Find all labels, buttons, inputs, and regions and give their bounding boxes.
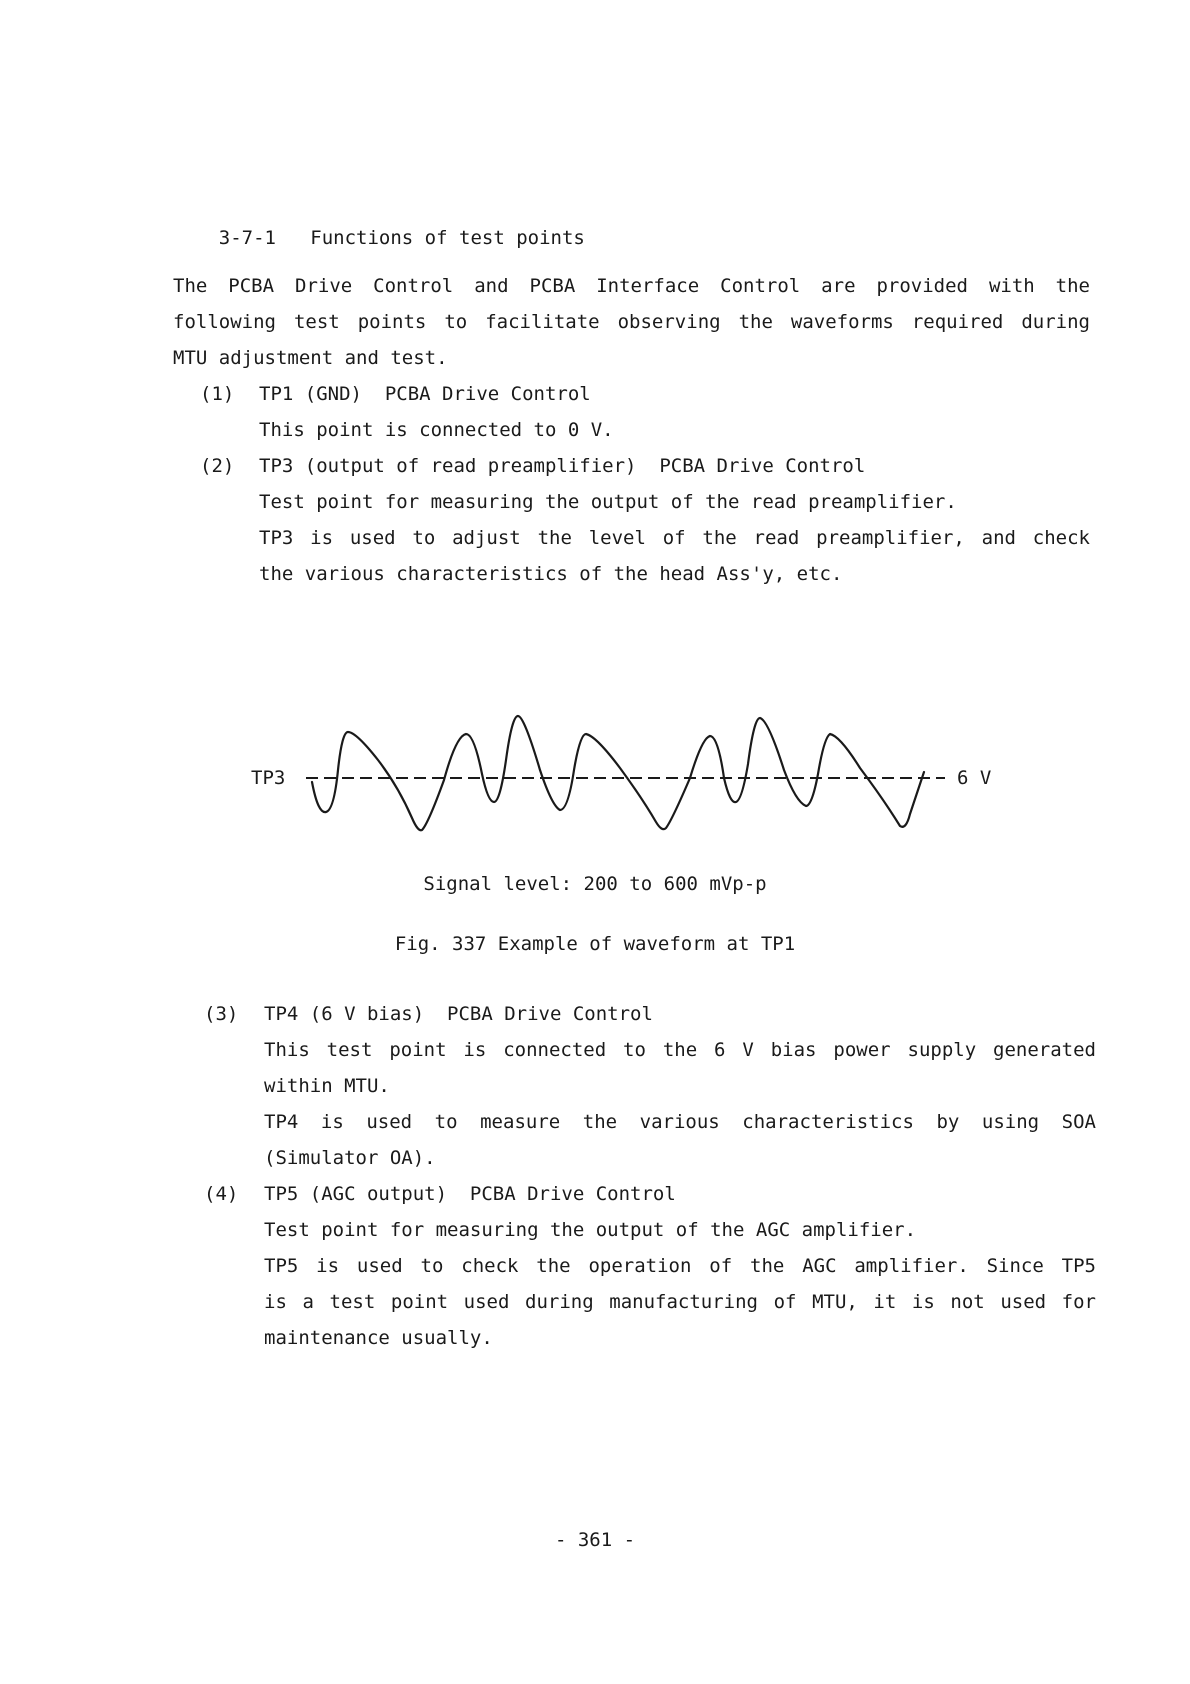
item-3-text-3: TP4 is used to measure the various characteristics by using SOA — [264, 1111, 1096, 1133]
intro-line-3: MTU adjustment and test. — [173, 347, 448, 369]
item-1-number: (1) — [200, 383, 235, 405]
intro-line-1: The PCBA Drive Control and PCBA Interface Control are provided with the — [173, 275, 1090, 297]
item-4-heading: TP5 (AGC output) PCBA Drive Control — [264, 1183, 676, 1205]
waveform-figure — [0, 690, 1190, 850]
waveform-trace — [312, 716, 924, 830]
item-4-text-4: maintenance usually. — [264, 1327, 493, 1349]
item-3-text-1: This test point is connected to the 6 V bias power supply generated — [264, 1039, 1096, 1061]
item-3-text-4: (Simulator OA). — [264, 1147, 436, 1169]
figure-caption: Fig. 337 Example of waveform at TP1 — [394, 933, 796, 955]
intro-line-2: following test points to facilitate observing the waveforms required during — [173, 311, 1090, 333]
item-4-text-1: Test point for measuring the output of the AGC amplifier. — [264, 1219, 917, 1241]
item-1-heading: TP1 (GND) PCBA Drive Control — [259, 383, 591, 405]
item-3-number: (3) — [204, 1003, 239, 1025]
item-2-number: (2) — [200, 455, 235, 477]
section-heading — [173, 202, 585, 274]
item-1-text-1: This point is connected to 0 V. — [259, 419, 614, 441]
item-4-number: (4) — [204, 1183, 239, 1205]
item-4-text-3: is a test point used during manufacturing of MTU, it is not used for — [264, 1291, 1096, 1313]
signal-level: Signal level: 200 to 600 mVp-p — [423, 873, 767, 895]
item-2-text-1: Test point for measuring the output of the read preamplifier. — [259, 491, 957, 513]
item-3-heading: TP4 (6 V bias) PCBA Drive Control — [264, 1003, 653, 1025]
waveform-right-label: 6 V — [957, 767, 992, 789]
item-4-text-2: TP5 is used to check the operation of the AGC amplifier. Since TP5 — [264, 1255, 1096, 1277]
page-number: - 361 - — [554, 1529, 636, 1551]
section-number: 3-7-1 — [218, 227, 276, 249]
item-2-text-3: the various characteristics of the head Ass'y, etc. — [259, 563, 843, 585]
waveform-left-label: TP3 — [251, 767, 286, 789]
item-2-text-2: TP3 is used to adjust the level of the read preamplifier, and check — [259, 527, 1090, 549]
item-3-text-2: within MTU. — [264, 1075, 390, 1097]
item-2-heading: TP3 (output of read preamplifier) PCBA Drive Control — [259, 455, 866, 477]
section-title: Functions of test points — [310, 227, 585, 249]
